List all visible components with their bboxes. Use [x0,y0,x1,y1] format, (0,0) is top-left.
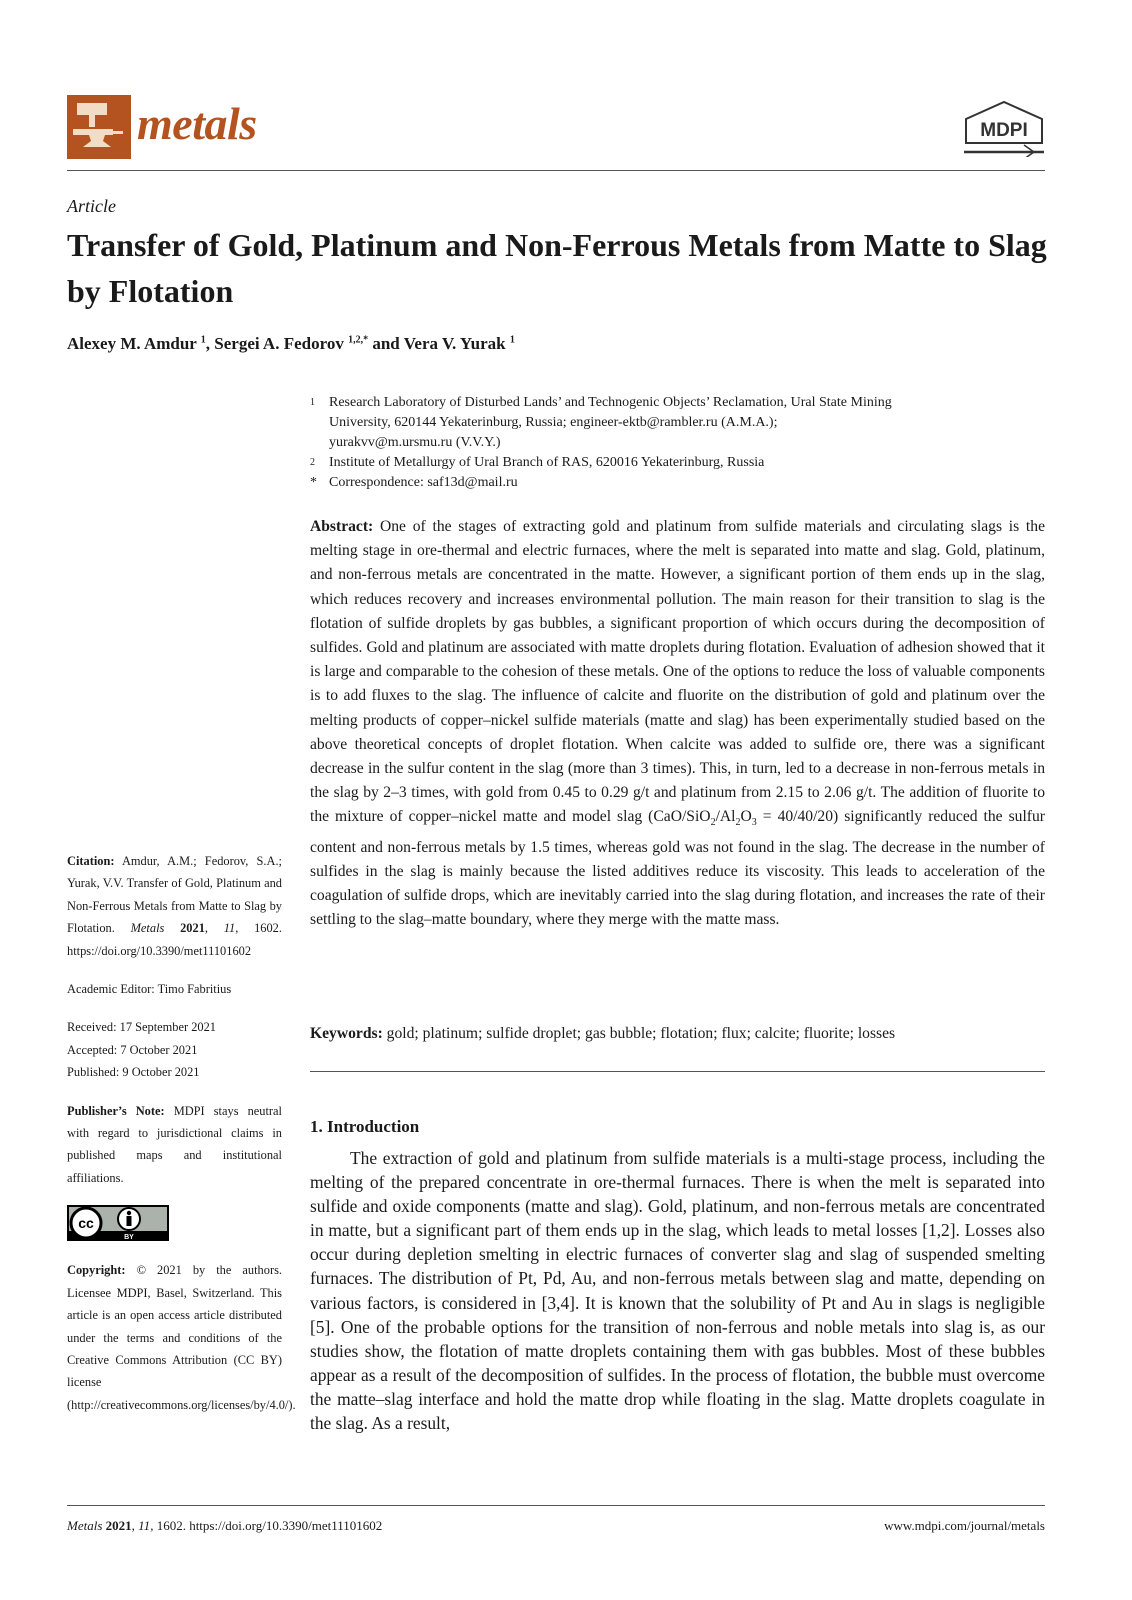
copyright-label: Copyright: [67,1263,126,1278]
keywords-label: Keywords: [310,1025,383,1042]
cc-text: cc [78,1215,94,1232]
article-title: Transfer of Gold, Platinum and Non-Ferrous Metals from Matte to Slag by Flotation [67,227,1047,309]
section-heading: 1. Introduction [310,1117,420,1136]
affiliations [310,393,1050,493]
abstract-text: /Al [715,808,736,826]
citation-text: Amdur, A.M.; Fedorov, S.A.; Yurak, V.V. Transfer of Gold, Platinum and Non-Ferrous Metals from Matte to Slag by Flotation. [67,854,282,936]
footer-volume: 11 [138,1518,151,1533]
journal-logo-icon [67,95,131,159]
affiliation-mark: 1 [310,397,315,408]
citation-volume: 11 [223,921,236,936]
author-separator: and [368,334,404,353]
keywords [310,1023,1045,1045]
affiliation-item [310,393,1050,453]
affiliation-mark: * [310,475,317,490]
affiliation-line: Correspondence: saf13d@mail.ru [329,475,518,490]
subscript: 2 [735,817,741,829]
footer-doi: , 1602. https://doi.org/10.3390/met11101602 [150,1518,383,1533]
footer-year: 2021 [105,1518,132,1533]
sidebar [67,850,296,1432]
abstract [310,515,1045,933]
abstract-text: O [740,808,752,826]
abstract-text: One of the stages of extracting gold and platinum from sulfide materials and circulating slags is the melting stage in ore-thermal and electric furnaces, where the melt is separated into matte and slag. Gold, platinum, and non-ferrous metals are concentrated in the matte. However, a significant portion of them ends up in the slag, which reduces recovery and increases environmental pollution. The main reason for their transition to slag is the flotation of sulfide droplets by gas bubbles, a significant proportion of which occurs during the decomposition of sulfides. Gold and platinum are associated with matte droplets during flotation. Evaluation of adhesion showed that it is large and comparable to the cohesion of these metals. One of the options to reduce the loss of valuable components is to add fluxes to the slag. The influence of calcite and fluorite on the distribution of gold and platinum over the melting products of copper–nickel sulfide materials (matte and slag) has been experimentally studied based on the above theoretical concepts of droplet flotation. When calcite was added to sulfide ore, there was a significant decrease in the sulfur content in the slag (more than 3 times). This, in turn, led to a decrease in non-ferrous metals in the slag by 2–3 times, with gold from 0.45 to 0.29 g/t and platinum from 2.15 to 2.06 g/t. The addition of fluorite to the mixture of copper–nickel matte and model slag (CaO/SiO [310,518,1045,826]
author-name: Vera V. Yurak [403,334,506,353]
author-name: Sergei A. Fedorov [214,334,344,353]
affiliation-line: Research Laboratory of Disturbed Lands’ and Technogenic Objects’ Reclamation, Ural State Mining [329,395,892,410]
affiliation-line: University, 620144 Yekaterinburg, Russia; engineer-ektb@rambler.ru (A.M.A.); [329,415,778,430]
subscript: 3 [751,817,757,829]
author-affiliation-mark: 1 [509,334,515,346]
abstract-rule [310,1071,1045,1072]
published-date: Published: 9 October 2021 [67,1065,200,1080]
keywords-text: gold; platinum; sulfide droplet; gas bubble; flotation; flux; calcite; fluorite; losses [386,1025,896,1042]
dates [67,1016,282,1083]
journal-name: metals [137,98,257,149]
subscript: 2 [710,817,716,829]
footer-rule [67,1505,1045,1506]
affiliation-mark: 2 [310,457,315,468]
citation-journal: Metals [130,921,165,936]
accepted-date: Accepted: 7 October 2021 [67,1042,198,1057]
article-type: Article [67,196,116,216]
author-separator: , [205,334,215,353]
publisher-name: MDPI [980,120,1028,141]
copyright-text: © 2021 by the authors. Licensee MDPI, Basel, Switzerland. This article is an open access article distributed under the terms and conditions of the Creative Commons Attribution (CC BY) license (http://creativecommons.org/licenses/by/4.0/). [67,1263,296,1412]
footer-journal: Metals [67,1518,103,1533]
citation-label: Citation: [67,854,115,868]
copyright [67,1259,296,1416]
author-list [67,334,515,354]
citation: Citation: Amdur, A.M.; Fedorov, S.A.; Yurak, V.V. Transfer of Gold, Platinum and Non-Ferrous Metals from Matte to Slag by Flotation. Metals 2021, 11, 1602. https://doi.org/10.3390/met11101602 [67,854,282,958]
cc-by-license-icon[interactable] [67,1205,169,1241]
author-name: Alexey M. Amdur [67,334,197,353]
citation-year: 2021 [180,921,205,936]
publisher-note-label: Publisher’s Note: [67,1103,165,1118]
author-affiliation-mark: 1 [200,334,206,346]
footer-journal-link[interactable]: www.mdpi.com/journal/metals [884,1518,1045,1533]
abstract-label: Abstract: [310,518,374,535]
cc-by-text: BY [124,1234,134,1242]
academic-editor: Academic Editor: Timo Fabritius [67,982,232,997]
affiliation-line: yurakvv@m.ursmu.ru (V.V.Y.) [329,435,501,450]
footer-citation: Metals 2021, 11, 1602. https://doi.org/10.3390/met11101602 [67,1518,383,1533]
header-rule [67,170,1045,171]
mdpi-logo-icon [962,99,1046,157]
affiliation-item [310,453,1050,473]
affiliation-item [310,473,1050,493]
publisher-note-text: MDPI stays neutral with regard to jurisdictional claims in published maps and institutional affiliations. [67,1103,282,1185]
abstract-text: = 40/40/20) significantly reduced the sulfur content and non-ferrous metals by 1.5 times, whereas gold was not found in the slag. The decrease in the number of sulfides in the slag is mainly because the listed additives reduce its viscosity. This leads to acceleration of the coagulation of sulfide drops, which are inevitably carried into the slag during flotation, and increases the rate of their settling to the slag–matte boundary, where they merge with the matte mass. [310,808,1045,929]
author-affiliation-mark: 1,2,* [348,334,369,346]
introduction-paragraph: The extraction of gold and platinum from sulfide materials is a multi-stage process, including the melting of the prepared concentrate in ore-thermal furnaces. There is when the melt is separated into sulfide and oxide components (matte and slag). Gold, platinum, and non-ferrous metals are concentrated in matte, but a significant part of them ends up in the slag, which leads to metal losses [1,2]. Losses also occur during depletion smelting in electric furnaces of converter slag and slag of suspended smelting furnaces. The distribution of Pt, Pd, Au, and non-ferrous metals between slag and matte, depending on various factors, is considered in [3,4]. It is known that the solubility of Pt and Au in slags is negligible [5]. One of the probable options for the transition of non-ferrous and noble metals into slag is, as our studies show, the flotation of matte droplets containing them with gas bubbles. Most of these bubbles appear as a result of the decomposition of sulfides. In the process of flotation, the bubble must overcome the matte–slag interface and hold the matte drop while floating in the slag. Matte droplets coagulate in the slag. As a result, [310,1148,1045,1434]
citation-doi: , 1602. https://doi.org/10.3390/met11101602 [67,921,282,958]
publisher-note [67,1100,282,1190]
received-date: Received: 17 September 2021 [67,1020,216,1035]
affiliation-line: Institute of Metallurgy of Ural Branch of RAS, 620016 Yekaterinburg, Russia [329,455,765,470]
